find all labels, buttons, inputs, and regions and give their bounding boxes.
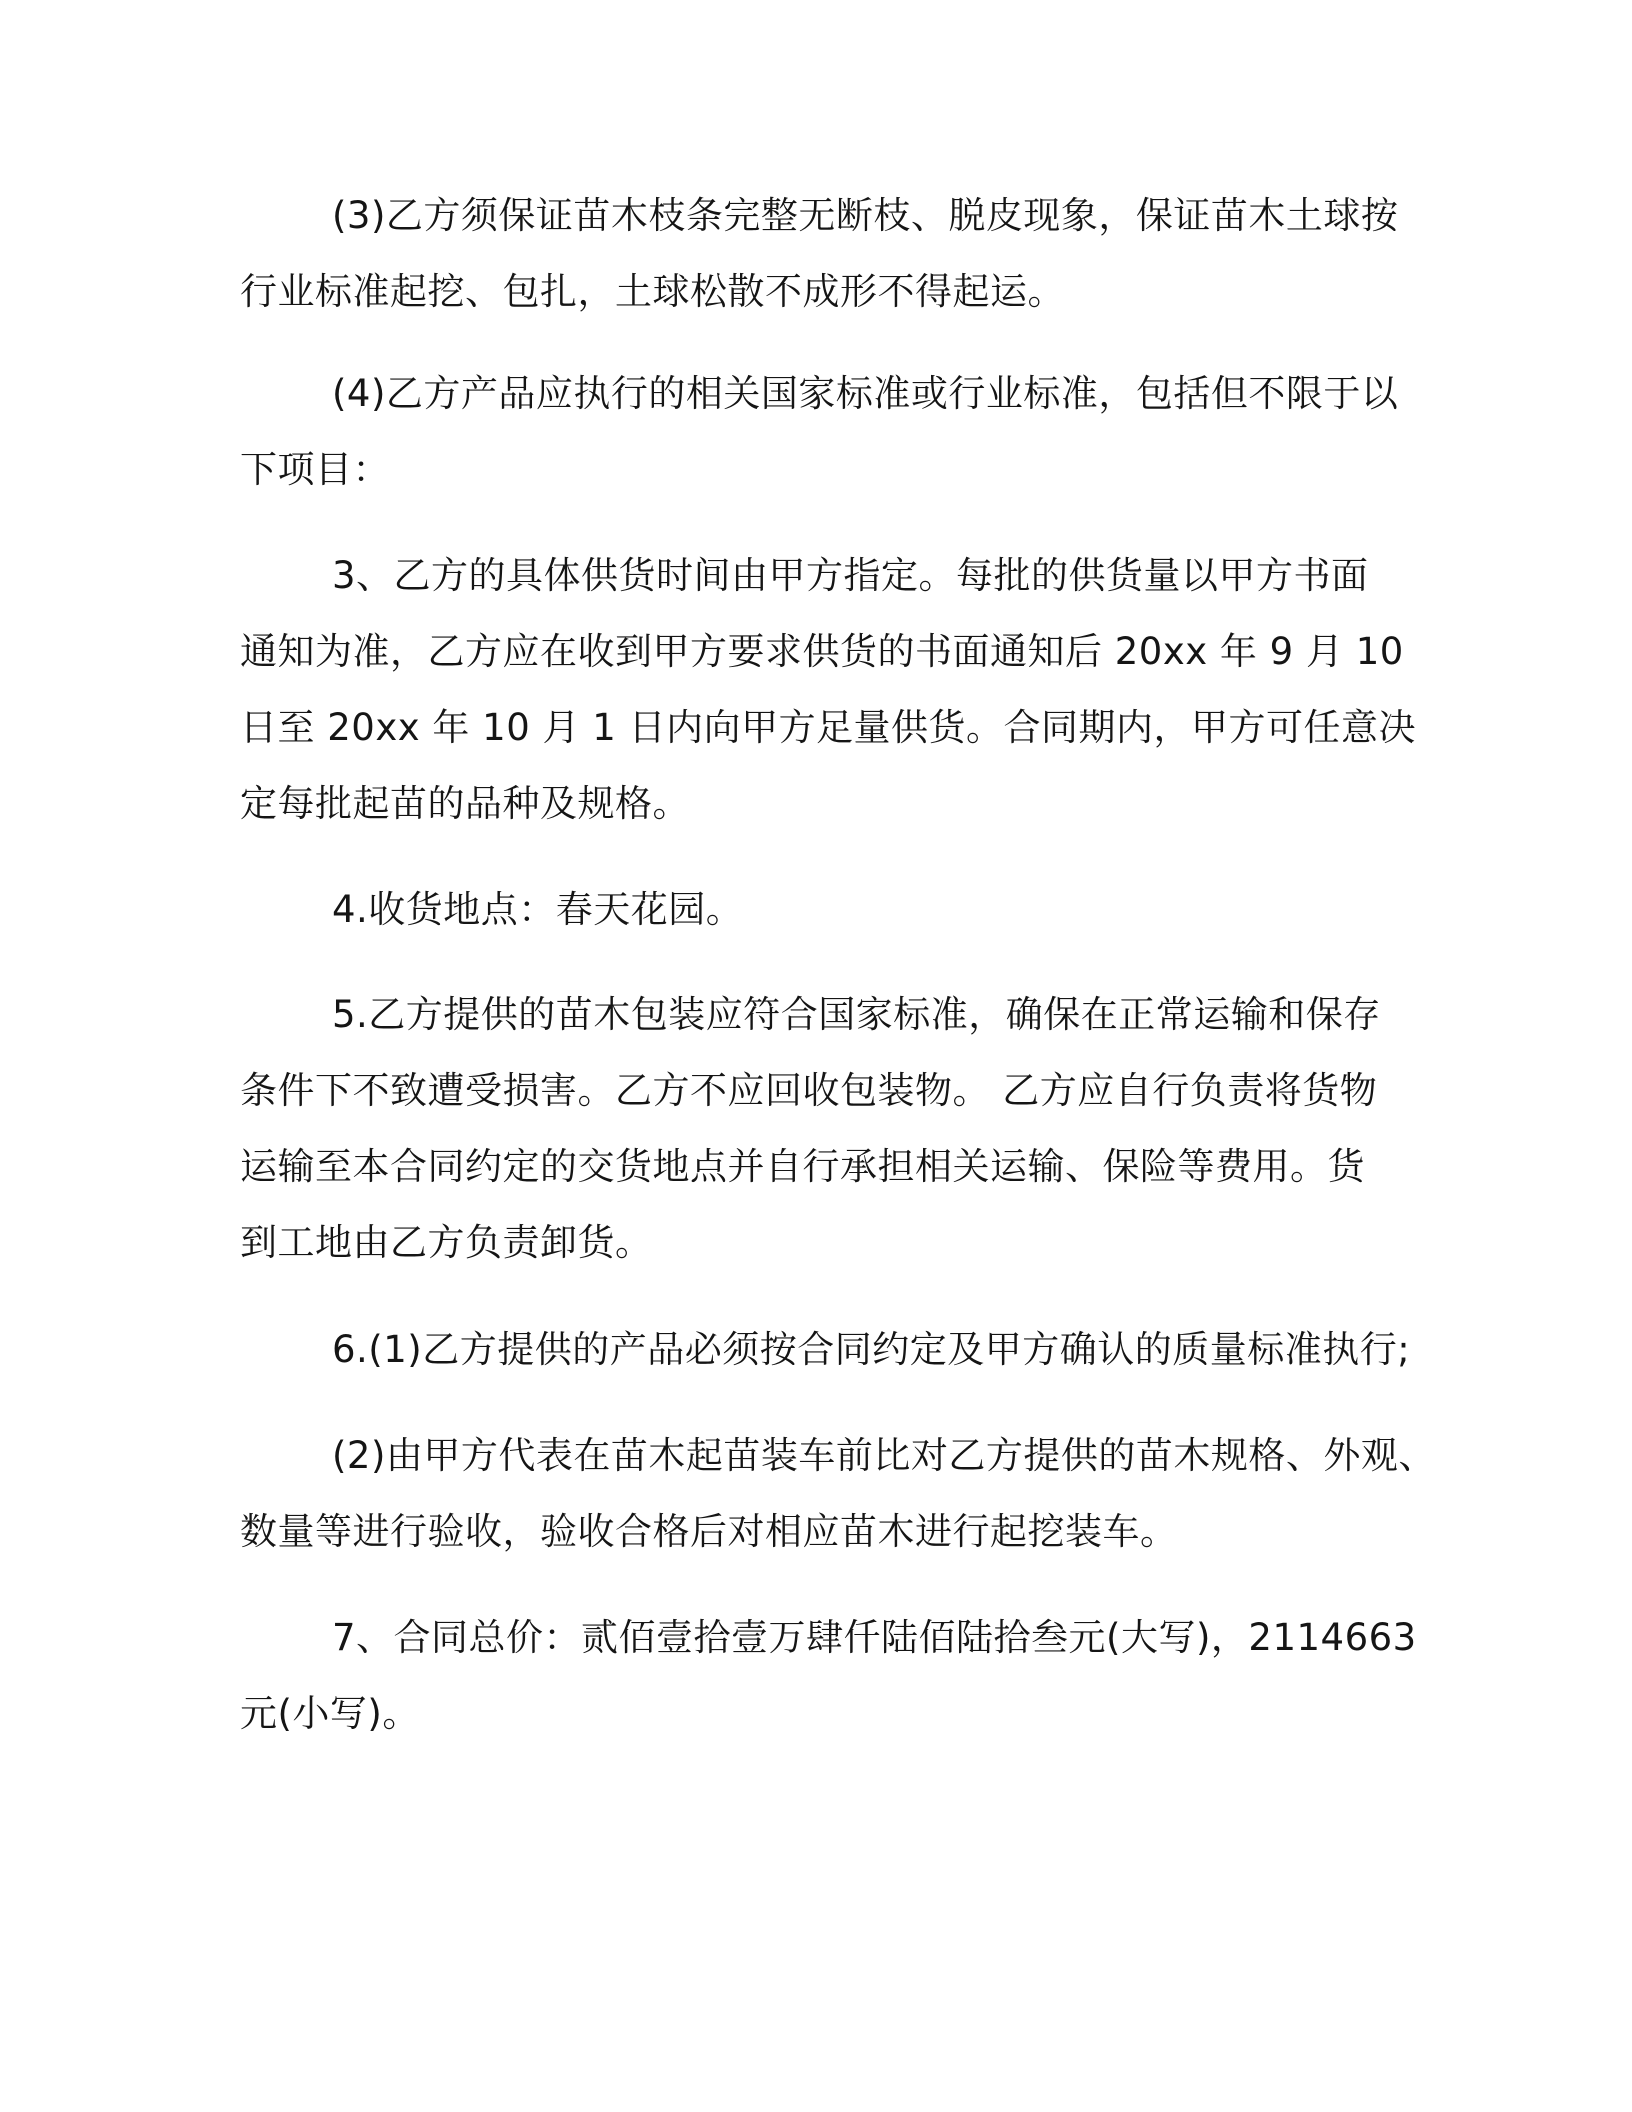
paragraph-line: 7、合同总价：贰佰壹拾壹万肆仟陆佰陆拾叁元(大写)，2114663 [332,1616,1417,1659]
paragraph-line: 下项目： [240,448,390,491]
paragraph-clause-5 [240,977,1381,1281]
paragraph-line: 数量等进行验收，验收合格后对相应苗木进行起挖装车。 [240,1510,1178,1553]
paragraph-line: 日至 20xx 年 10 月 1 日内向甲方足量供货。合同期内，甲方可任意决 [240,706,1417,749]
paragraph-line: (4)乙方产品应执行的相关国家标准或行业标准，包括但不限于以 [332,372,1399,415]
paragraph-line: 运输至本合同约定的交货地点并自行承担相关运输、保险等费用。货 [240,1145,1365,1188]
paragraph-clause-6-1 [240,1312,1410,1388]
paragraph-line: 条件下不致遭受损害。乙方不应回收包装物。 乙方应自行负责将货物 [240,1069,1378,1112]
paragraph-clause-4 [240,872,743,948]
paragraph-clause-6-2 [240,1418,1436,1570]
paragraph-clause-2-4 [240,356,1398,508]
paragraph-line: 元(小写)。 [240,1692,420,1735]
paragraph-line: (2)由甲方代表在苗木起苗装车前比对乙方提供的苗木规格、外观、 [332,1434,1436,1477]
paragraph-line: 定每批起苗的品种及规格。 [240,782,690,825]
paragraph-line: 5.乙方提供的苗木包装应符合国家标准，确保在正常运输和保存 [332,993,1381,1036]
paragraph-clause-3 [240,538,1416,842]
paragraph-line: (3)乙方须保证苗木枝条完整无断枝、脱皮现象，保证苗木土球按 [332,194,1399,237]
paragraph-clause-2-3 [240,178,1398,330]
paragraph-line: 4.收货地点：春天花园。 [332,888,744,931]
paragraph-clause-7 [240,1600,1417,1752]
paragraph-line: 通知为准，乙方应在收到甲方要求供货的书面通知后 20xx 年 9 月 10 [240,630,1404,673]
paragraph-line: 行业标准起挖、包扎，土球松散不成形不得起运。 [240,270,1065,313]
paragraph-line: 到工地由乙方负责卸货。 [240,1221,653,1264]
paragraph-line: 3、乙方的具体供货时间由甲方指定。每批的供货量以甲方书面 [332,554,1369,597]
paragraph-line: 6.(1)乙方提供的产品必须按合同约定及甲方确认的质量标准执行; [332,1328,1411,1371]
